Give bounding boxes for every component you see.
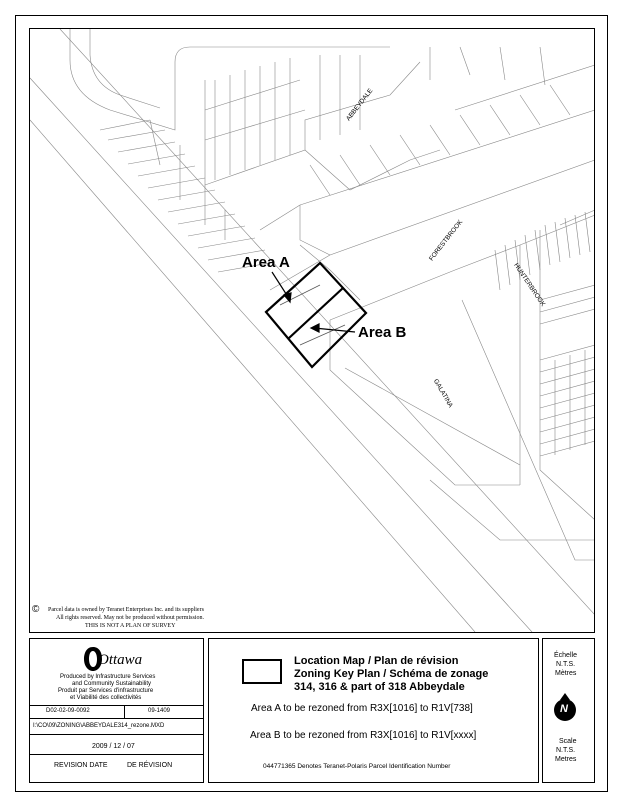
- block-galatina-west: [330, 320, 520, 485]
- title-line-3: 314, 316 & part of 318 Abbeydale: [294, 681, 465, 693]
- subject-outline: [266, 263, 366, 367]
- copyright-icon: ©: [32, 604, 40, 615]
- title-line-1: Location Map / Plan de révision: [294, 655, 459, 667]
- titleblock-vline: [124, 705, 125, 718]
- notice-line-3: THIS IS NOT A PLAN OF SURVEY: [85, 623, 176, 629]
- lot-lines-galatina-north: [495, 212, 590, 290]
- north-letter: N: [560, 703, 568, 715]
- location-map: [30, 29, 594, 632]
- scale-top-2: N.T.S.: [556, 661, 576, 668]
- street-label-hunterbrook: HUNTERBROOK: [512, 262, 547, 308]
- block-abbeydale-forestbrook: [300, 205, 330, 255]
- corridor-line-west: [30, 120, 475, 632]
- titleblock-hline-1: [30, 705, 203, 706]
- corridor-line-east: [60, 29, 594, 615]
- hunterbrook-edge: [462, 300, 594, 560]
- produced-en-1: Produced by Infrastructure Services: [60, 674, 156, 680]
- notice-line-1: Parcel data is owned by Teranet Enterprises Inc. and its suppliers: [48, 607, 204, 613]
- subject-areas: [266, 263, 366, 367]
- titleblock-hline-4: [30, 754, 203, 755]
- street-label-forestbrook: FORESTBROOK: [428, 218, 465, 263]
- revision-date-value: 2009 / 12 / 07: [92, 743, 135, 750]
- lot-lines-east: [540, 285, 594, 456]
- lot-lines-west: [100, 120, 300, 272]
- lot-lines-north: [205, 47, 545, 180]
- produced-en-2: and Community Sustainability: [72, 681, 152, 687]
- file-number: D02-02-09-0092: [46, 708, 90, 714]
- notice-line-2: All rights reserved. May not be produced without permission.: [56, 615, 204, 621]
- scale-top-1: Échelle: [554, 652, 577, 659]
- produced-fr-1: Produit par Services d'infrastructure: [58, 688, 154, 694]
- street-label-abbeydale: ABBEYDALE: [345, 87, 375, 123]
- block-galatina-north: [330, 215, 594, 320]
- scale-top-3: Mètres: [555, 670, 577, 677]
- parcel-note: 044771365 Denotes Teranet-Polaris Parcel Identification Number: [263, 763, 451, 770]
- area-b-description: Area B to be rezoned from R3X[1016] to R1V[xxxx]: [250, 730, 477, 741]
- street-label-galatina: GALATINA: [431, 378, 454, 409]
- corridor-line-mid: [30, 78, 532, 632]
- produced-fr-2: et Viabilité des collectivités: [70, 695, 142, 701]
- map-number: 09-1409: [148, 708, 171, 714]
- forestbrook-edge-north: [300, 110, 594, 205]
- revision-date-label-en: REVISION DATE: [54, 762, 108, 769]
- scale-bottom-2: N.T.S.: [556, 747, 576, 754]
- revision-date-label-fr: DE RÉVISION: [127, 762, 173, 769]
- block-east: [540, 230, 594, 520]
- file-path: I:\CO\09\ZONING\ABBEYDALE314_rezone.MXD: [33, 723, 165, 729]
- forestbrook-edge-south: [330, 160, 594, 255]
- titleblock-hline-3: [30, 734, 203, 735]
- abbeydale-road-south: [90, 29, 160, 108]
- scale-bottom-3: Metres: [555, 756, 577, 763]
- area-a-description: Area A to be rezoned from R3X[1016] to R1V[738]: [251, 703, 473, 714]
- area-arrows: [272, 272, 355, 332]
- area-a-label: Area A: [242, 254, 290, 271]
- block-north: [205, 62, 420, 185]
- lot-row-north: [305, 150, 440, 190]
- ottawa-logo-text: Ottawa: [98, 652, 143, 668]
- block-south-east: [430, 480, 594, 540]
- area-b-label: Area B: [358, 324, 407, 341]
- scale-bottom-1: Scale: [559, 738, 577, 745]
- legend-box: [242, 659, 282, 684]
- title-line-2: Zoning Key Plan / Schéma de zonage: [294, 668, 489, 680]
- titleblock-hline-2: [30, 718, 203, 719]
